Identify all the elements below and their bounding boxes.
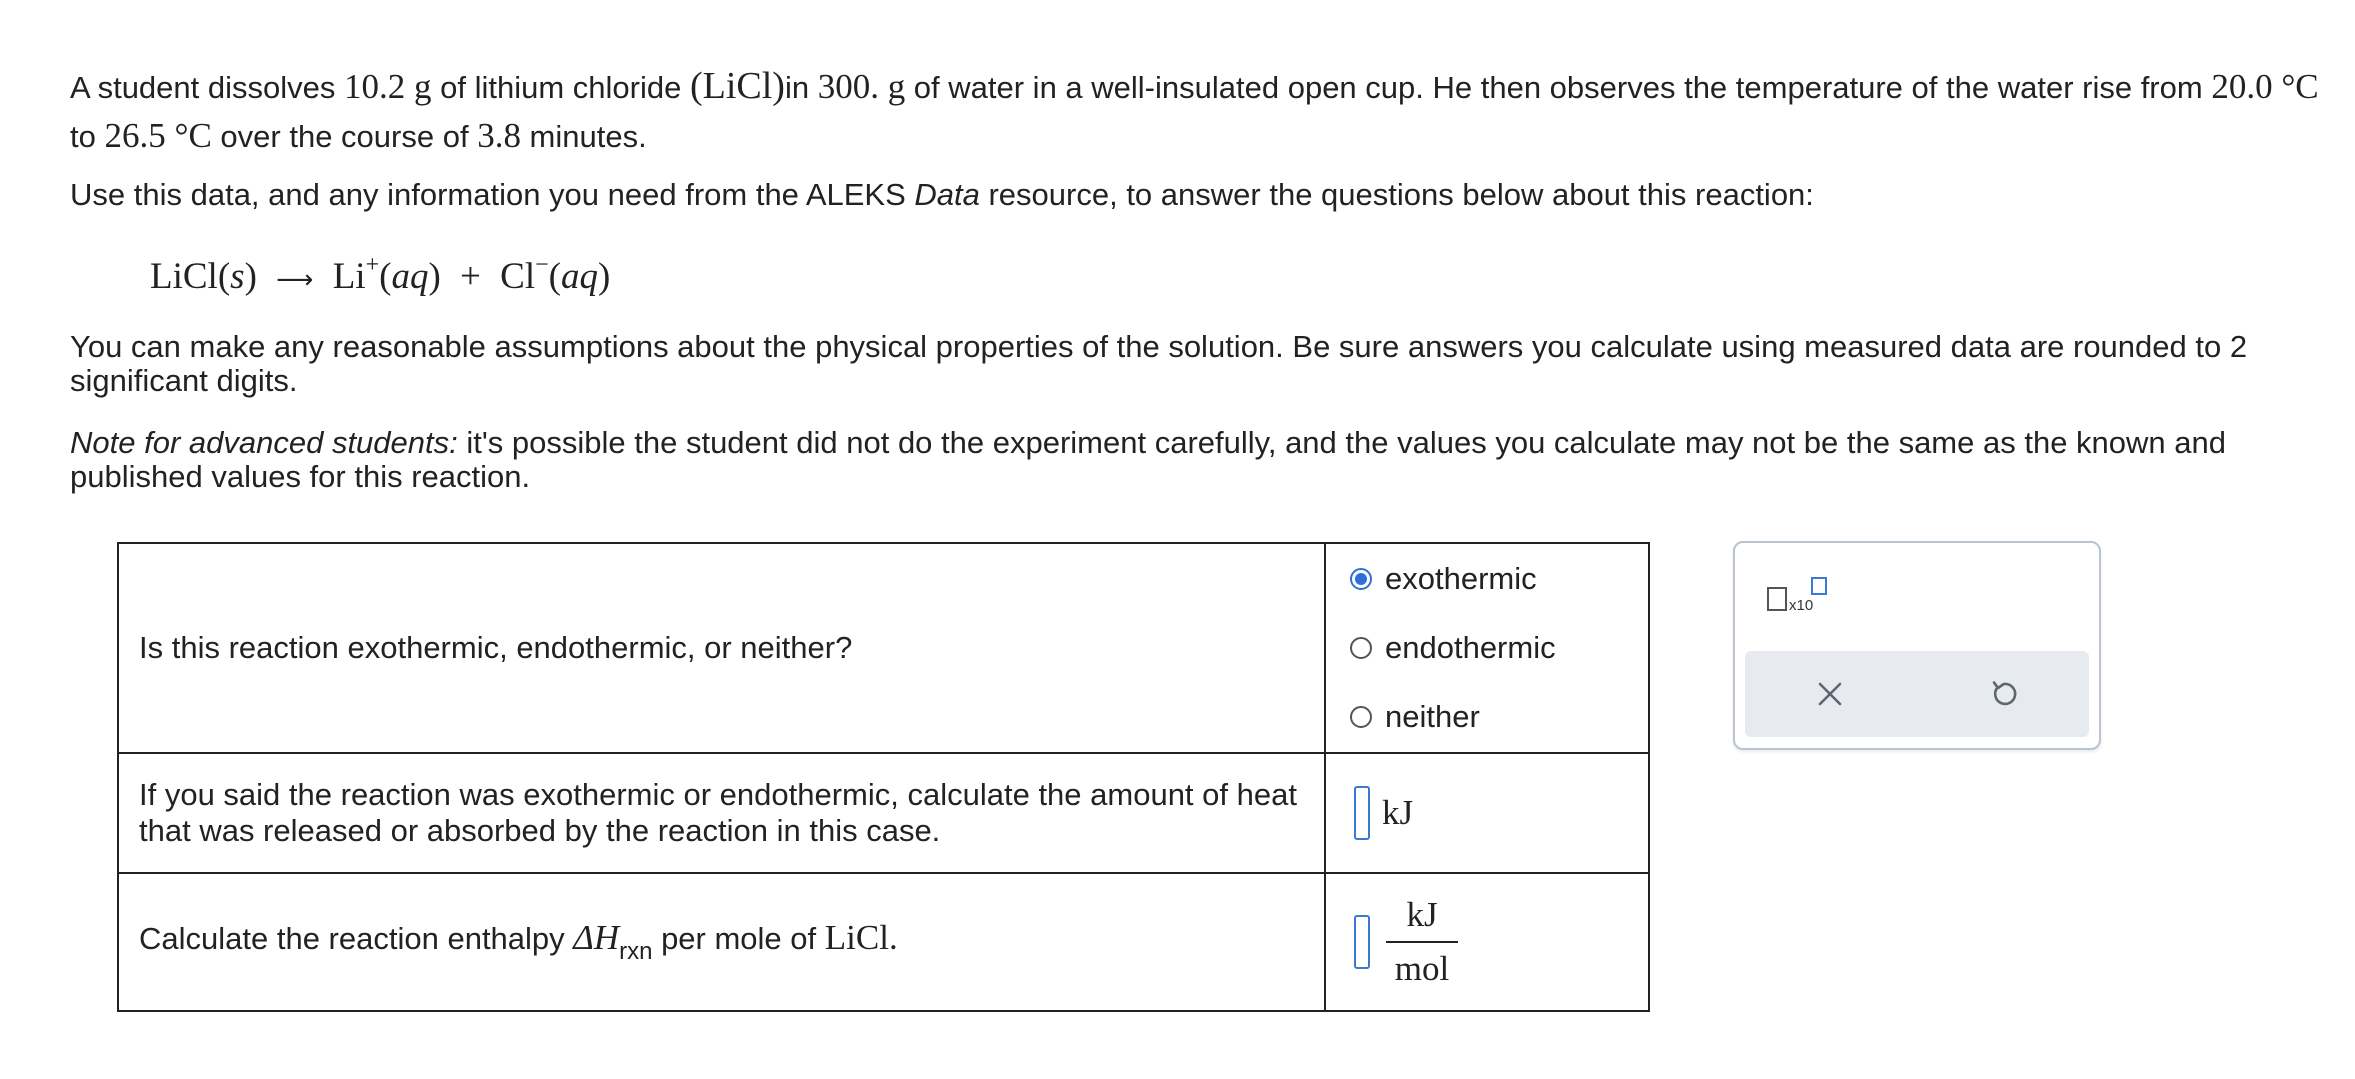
table-row bbox=[118, 543, 1649, 753]
radio-neither[interactable] bbox=[1350, 706, 1372, 728]
data-resource-label: Data bbox=[914, 177, 980, 212]
start-temperature: 20.0 °C bbox=[2211, 67, 2319, 106]
data-instructions: Use this data, and any information you need from the ALEKS Data resource, to answer the questions below about this reaction: bbox=[70, 177, 1814, 212]
question-1: Is this reaction exothermic, endothermic, or neither? bbox=[118, 543, 1325, 753]
question-table bbox=[117, 542, 1650, 1012]
close-icon bbox=[1816, 680, 1844, 708]
option-exothermic[interactable]: exothermic bbox=[1326, 545, 1648, 614]
reaction-arrow-icon: ⟶ bbox=[276, 265, 314, 295]
question-3: Calculate the reaction enthalpy $\Delta H_{rxn}$ per mole of LiCl. bbox=[118, 873, 1325, 1011]
reaction-equation: LiCl(s) ⟶ Li+(aq) + Cl−(aq) bbox=[150, 252, 611, 297]
duration: 3.8 bbox=[477, 116, 521, 155]
clear-button[interactable] bbox=[1807, 671, 1853, 717]
undo-button[interactable] bbox=[1981, 671, 2027, 717]
undo-icon bbox=[1988, 678, 2020, 710]
reaction-type-options bbox=[1325, 543, 1649, 753]
enthalpy-input[interactable] bbox=[1354, 915, 1370, 969]
table-row bbox=[118, 873, 1649, 1011]
assumptions-text: You can make any reasonable assumptions about the physical properties of the solution. Be sure answers you calculate using measured data are rounded to 2 significant digits. bbox=[70, 329, 2248, 398]
product-cl: Cl bbox=[500, 256, 536, 297]
option-neither[interactable]: neither bbox=[1326, 683, 1648, 752]
product-li: Li bbox=[332, 256, 366, 297]
answer-tools-panel bbox=[1733, 541, 2101, 750]
tool-bar bbox=[1745, 651, 2089, 737]
heat-unit: kJ bbox=[1382, 793, 1414, 832]
heat-input[interactable] bbox=[1354, 786, 1370, 840]
radio-endothermic[interactable] bbox=[1350, 637, 1372, 659]
problem-statement: A student dissolves 10.2 g of lithium chloride (LiCl)in 300. g of water in a well-insulated open cup. He then observes the temperature of the water rise from 20.0 °C to 26.5 °C over the course of 3.8 minutes. bbox=[70, 65, 2319, 155]
licl-formula: (LiCl) bbox=[689, 65, 785, 107]
water-mass: 300. g bbox=[817, 67, 906, 106]
option-endothermic[interactable]: endothermic bbox=[1326, 614, 1648, 683]
radio-exothermic[interactable] bbox=[1350, 568, 1372, 590]
table-row bbox=[118, 753, 1649, 873]
advanced-note: Note for advanced students: it's possible the student did not do the experiment carefully, and the values you calculate may not be the same as the known and published values for this reaction. bbox=[70, 425, 2226, 494]
note-label: Note for advanced students: bbox=[70, 425, 458, 460]
reactant: LiCl bbox=[150, 256, 218, 297]
solute-mass: 10.2 g bbox=[344, 67, 432, 106]
question-2: If you said the reaction was exothermic or endothermic, calculate the amount of heat that was released or absorbed by the reaction in this case. bbox=[118, 753, 1325, 873]
enthalpy-unit: $\frac{kJ}{\text{mol}}$ bbox=[1386, 895, 1458, 989]
x10-button[interactable]: x10 bbox=[1767, 577, 1827, 617]
end-temperature: 26.5 °C bbox=[104, 116, 212, 155]
